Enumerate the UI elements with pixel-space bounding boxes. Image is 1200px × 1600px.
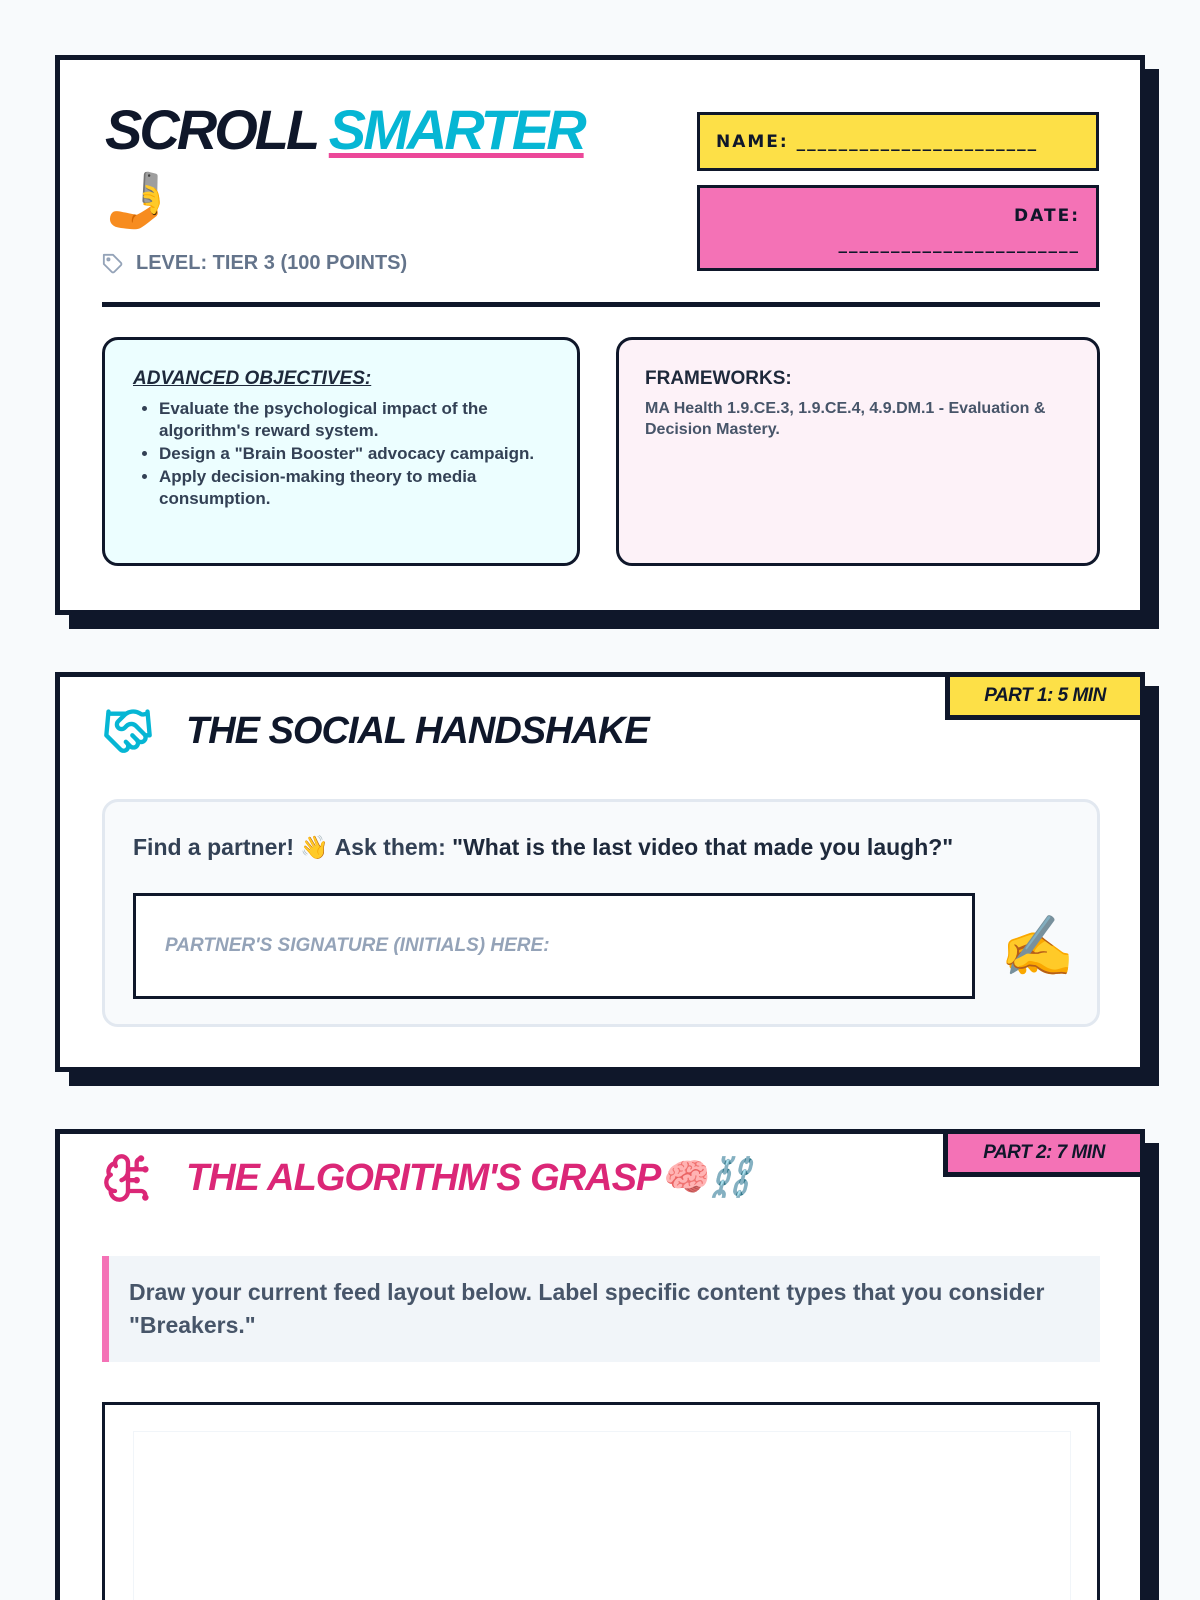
objective-item: • Design a "Brain Booster" advocacy campaign. (159, 443, 549, 465)
title-word-scroll: SCROLL (105, 98, 317, 161)
frameworks-panel (616, 337, 1100, 566)
date-line: _______________________ (838, 234, 1080, 254)
objectives-panel (102, 337, 580, 566)
drawing-area[interactable] (102, 1402, 1100, 1600)
selfie-emoji: 🤳 (104, 171, 172, 231)
signature-field[interactable]: PARTNER'S SIGNATURE (INITIALS) HERE: (133, 893, 975, 999)
part2-card (55, 1129, 1145, 1600)
handshake-prompt (133, 834, 953, 861)
part1-heading (102, 705, 649, 757)
prompt-question: "What is the last video that made you laugh?" (452, 834, 954, 860)
part2-title: THE ALGORITHM'S GRASP🧠⛓️ (186, 1157, 753, 1199)
part1-badge: PART 1: 5 MIN (945, 672, 1145, 720)
objective-item: • Apply decision-making theory to media consumption. (159, 466, 549, 510)
level-text: LEVEL: TIER 3 (100 POINTS) (136, 252, 408, 274)
prompt-lead: Find a partner! 👋 Ask them: (133, 834, 453, 860)
name-field[interactable]: NAME: _______________________ (697, 112, 1099, 171)
part2-badge: PART 2: 7 MIN (943, 1129, 1145, 1177)
brain-circuit-icon (102, 1152, 154, 1204)
title-word-smarter: SMARTER (328, 98, 584, 161)
part1-title: THE SOCIAL HANDSHAKE (186, 709, 649, 752)
objectives-list (133, 398, 549, 510)
frameworks-text: MA Health 1.9.CE.3, 1.9.CE.4, 4.9.DM.1 - Evaluation & Decision Mastery. (645, 400, 1046, 438)
level-indicator (102, 252, 407, 275)
header-card (55, 55, 1145, 615)
drawing-canvas[interactable] (133, 1431, 1071, 1600)
part2-instruction: Draw your current feed layout below. Label specific content types that you consider "Breakers." (102, 1256, 1100, 1362)
page-title (105, 100, 584, 160)
date-label: DATE: (1014, 206, 1080, 226)
objectives-title: ADVANCED OBJECTIVES: (133, 368, 372, 389)
part2-heading (102, 1152, 753, 1204)
handshake-task (102, 799, 1100, 1027)
part1-card (55, 672, 1145, 1072)
objective-item: • Evaluate the psychological impact of the algorithm's reward system. (159, 398, 549, 442)
frameworks-title: FRAMEWORKS: (645, 368, 792, 389)
date-field[interactable] (697, 185, 1099, 271)
divider (102, 302, 1100, 307)
writing-hand-emoji: ✍️ (1000, 913, 1075, 980)
tag-icon (102, 253, 124, 275)
handshake-icon (102, 705, 154, 757)
